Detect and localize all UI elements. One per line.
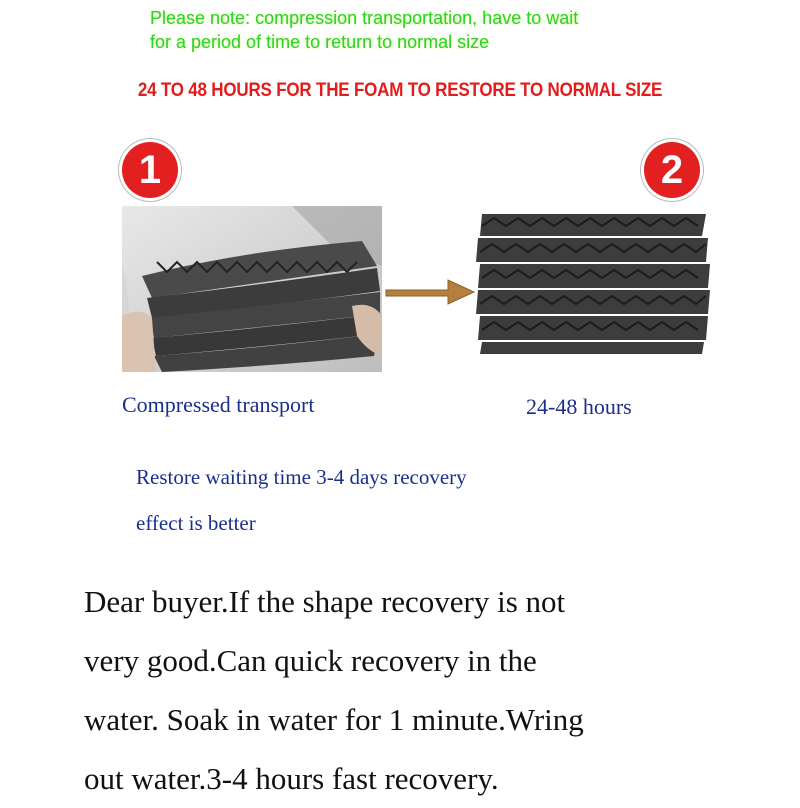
restore-line-1: Restore waiting time 3-4 days recovery [136,465,467,489]
buyer-note [84,572,784,808]
restore-note [136,454,467,546]
compressed-foam-photo [122,206,382,372]
shipping-notice [150,6,770,54]
step-2-badge [644,142,700,198]
notice-line-2: for a period of time to return to normal size [150,32,490,52]
buyer-note-line-2: very good.Can quick recovery in the [84,643,537,678]
step-1-badge [122,142,178,198]
restored-foam-photo [476,206,712,356]
step-1-caption: Compressed transport [122,392,315,417]
step-2-number: 2 [660,148,684,192]
buyer-note-line-1: Dear buyer.If the shape recovery is not [84,584,566,619]
buyer-note-line-3: water. Soak in water for 1 minute.Wring [84,702,584,737]
buyer-note-line-4: out water.3-4 hours fast recovery. [84,761,499,796]
step-1-number: 1 [138,148,162,192]
restore-line-2: effect is better [136,511,256,535]
notice-line-1: Please note: compression transportation, have to wait [150,8,579,28]
step-2-caption: 24-48 hours [526,394,632,419]
restore-headline: 24 TO 48 HOURS FOR THE FOAM TO RESTORE TO NORMAL SIZE [137,78,663,101]
right-arrow-icon [384,272,476,312]
